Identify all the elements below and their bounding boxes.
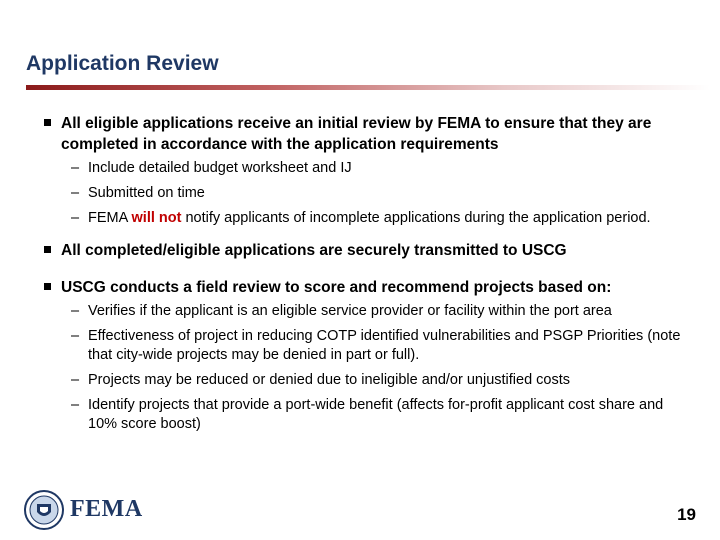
sub-text: Submitted on time bbox=[88, 185, 205, 201]
bullet-text: USCG conducts a field review to score and recommend projects based on: bbox=[61, 279, 612, 296]
emphasis-text: will not bbox=[131, 210, 182, 226]
square-bullet-icon bbox=[44, 246, 51, 253]
sub-item bbox=[44, 396, 684, 434]
dash-icon: – bbox=[71, 328, 80, 344]
dash-icon: – bbox=[71, 303, 80, 319]
sub-item bbox=[44, 184, 684, 203]
title-divider bbox=[26, 85, 710, 90]
sub-list bbox=[44, 159, 684, 228]
bullet-item bbox=[44, 277, 684, 298]
square-bullet-icon bbox=[44, 119, 51, 126]
dash-icon: – bbox=[71, 160, 80, 176]
bullet-text: All eligible applications receive an initial review by FEMA to ensure that they are completed in accordance with the application requirements bbox=[61, 115, 652, 153]
dash-icon: – bbox=[71, 372, 80, 388]
bullet-text: All completed/eligible applications are securely transmitted to USCG bbox=[61, 242, 567, 259]
square-bullet-icon bbox=[44, 283, 51, 290]
page-number: 19 bbox=[677, 505, 696, 524]
sub-item bbox=[44, 371, 684, 390]
sub-item bbox=[44, 302, 684, 321]
fema-logo: FEMA bbox=[70, 496, 143, 522]
slide-content bbox=[44, 113, 684, 446]
dhs-seal-icon bbox=[24, 490, 64, 530]
sub-text: Identify projects that provide a port-wide benefit (affects for-profit applicant cost share and 10% score boost) bbox=[88, 397, 664, 432]
sub-item bbox=[44, 327, 684, 365]
slide-title: Application Review bbox=[26, 52, 219, 75]
sub-text: Projects may be reduced or denied due to ineligible and/or unjustified costs bbox=[88, 372, 571, 388]
dash-icon: – bbox=[71, 397, 80, 413]
bullet-item bbox=[44, 113, 684, 155]
sub-text: Effectiveness of project in reducing COTP identified vulnerabilities and PSGP Priorities (note that city-wide projects may be denied in part or full). bbox=[88, 328, 681, 363]
dash-icon: – bbox=[71, 210, 80, 226]
dash-icon: – bbox=[71, 185, 80, 201]
sub-item bbox=[44, 209, 684, 228]
sub-text: Verifies if the applicant is an eligible service provider or facility within the port area bbox=[88, 303, 612, 319]
sub-text-after: notify applicants of incomplete applications during the application period. bbox=[181, 210, 651, 226]
sub-text-before: FEMA bbox=[88, 210, 132, 226]
sub-list bbox=[44, 302, 684, 434]
sub-item bbox=[44, 159, 684, 178]
bullet-item bbox=[44, 240, 684, 261]
sub-text: Include detailed budget worksheet and IJ bbox=[88, 160, 352, 176]
